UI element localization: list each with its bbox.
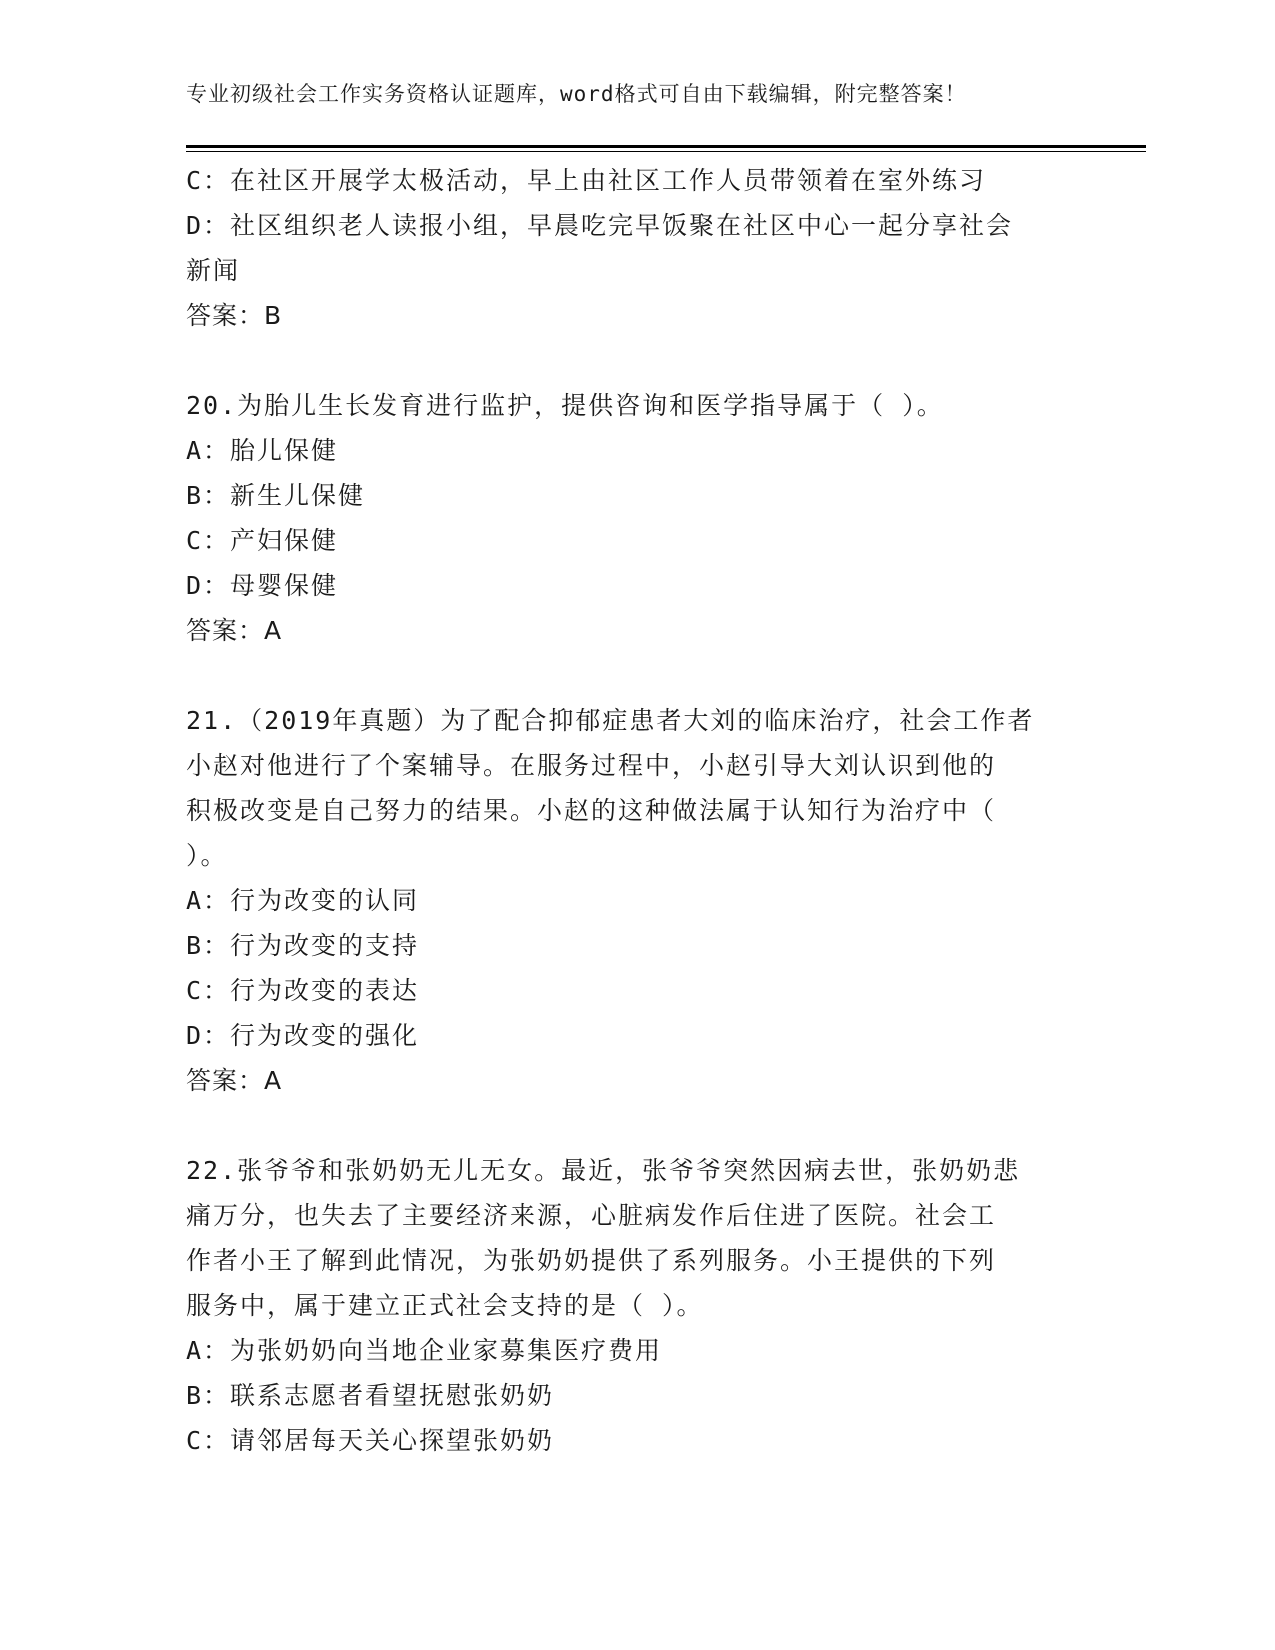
option-b: B：联系志愿者看望抚慰张奶奶 xyxy=(186,1381,555,1410)
question-stem: 20.为胎儿生长发育进行监护，提供咨询和医学指导属于（ ）。 xyxy=(186,391,944,420)
option-d-cont: 新闻 xyxy=(186,256,241,285)
option-c: C：产妇保健 xyxy=(186,526,339,555)
question-stem-line: 22.张爷爷和张奶奶无儿无女。最近，张爷爷突然因病去世，张奶奶悲 xyxy=(186,1156,1021,1185)
option-d: D：社区组织老人读报小组，早晨吃完早饭聚在社区中心一起分享社会 xyxy=(186,211,1014,240)
spacer xyxy=(186,653,1086,698)
option-b: B：新生儿保健 xyxy=(186,481,366,510)
option-b: B：行为改变的支持 xyxy=(186,931,420,960)
answer-line: 答案：B xyxy=(186,301,283,330)
document-body xyxy=(186,158,1086,1463)
option-a: A：胎儿保健 xyxy=(186,436,339,465)
option-d: D：行为改变的强化 xyxy=(186,1021,420,1050)
spacer xyxy=(186,1103,1086,1148)
question-22 xyxy=(186,1148,1086,1463)
page-header: 专业初级社会工作实务资格认证题库，word格式可自由下载编辑，附完整答案！ xyxy=(186,82,967,106)
header-rule-thick xyxy=(186,145,1146,148)
prev-question-tail xyxy=(186,158,1086,338)
question-stem-line: 作者小王了解到此情况，为张奶奶提供了系列服务。小王提供的下列 xyxy=(186,1246,997,1275)
question-21 xyxy=(186,698,1086,1103)
question-stem-line: 小赵对他进行了个案辅导。在服务过程中，小赵引导大刘认识到他的 xyxy=(186,751,997,780)
question-stem-line: 21.（2019年真题）为了配合抑郁症患者大刘的临床治疗，社会工作者 xyxy=(186,706,1035,735)
question-20 xyxy=(186,383,1086,653)
question-stem-line: ）。 xyxy=(186,841,228,870)
option-c: C：请邻居每天关心探望张奶奶 xyxy=(186,1426,555,1455)
option-d: D：母婴保健 xyxy=(186,571,339,600)
answer-line: 答案：A xyxy=(186,616,283,645)
question-stem-line: 服务中，属于建立正式社会支持的是（ ）。 xyxy=(186,1291,704,1320)
answer-line: 答案：A xyxy=(186,1066,283,1095)
question-stem-line: 积极改变是自己努力的结果。小赵的这种做法属于认知行为治疗中（ xyxy=(186,796,997,825)
header-rule-thin xyxy=(186,151,1146,152)
option-a: A：行为改变的认同 xyxy=(186,886,420,915)
spacer xyxy=(186,338,1086,383)
option-c: C：在社区开展学太极活动，早上由社区工作人员带领着在室外练习 xyxy=(186,166,987,195)
option-a: A：为张奶奶向当地企业家募集医疗费用 xyxy=(186,1336,663,1365)
question-stem-line: 痛万分，也失去了主要经济来源，心脏病发作后住进了医院。社会工 xyxy=(186,1201,997,1230)
option-c: C：行为改变的表达 xyxy=(186,976,420,1005)
